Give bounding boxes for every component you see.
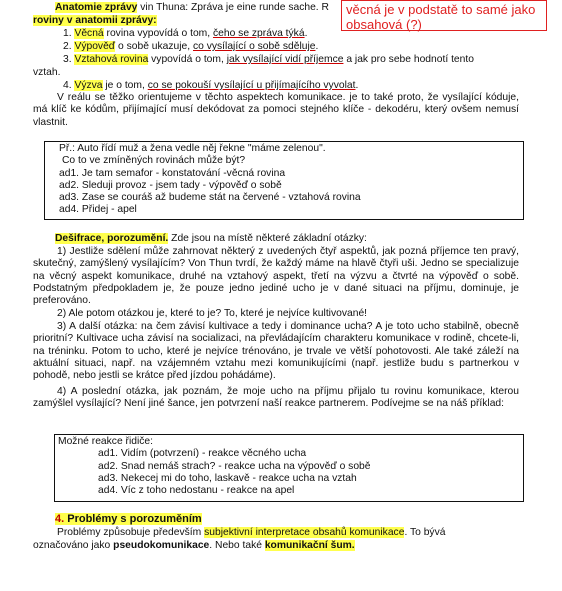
example-line: ad4. Přidej - apel: [59, 204, 137, 216]
reaction-item: ad1. Vidím (potvrzení) - reakce věcného ucha: [98, 448, 307, 460]
reality-paragraph: V reálu se těžko orientujeme v těchto aspektech komunikace. je to také proto, že vysílající kóduje, má klíč ke kódům, přijímající musí dekódovat za pomoci stejného klíče - dekodéru, který ovšem nemusí vlastnit.: [33, 92, 519, 128]
intro-text: vin Thuna: Zpráva je eine runde sache. R: [137, 2, 329, 13]
pseudocommunication-term: pseudokomunikace: [113, 540, 210, 551]
callout-line-2: obsahová (?): [346, 17, 422, 32]
level-number: 4.: [63, 80, 75, 91]
example-line: Co to ve zmíněných rovinách může být?: [62, 155, 246, 167]
example-line: ad1. Je tam semafor - konstatování -věcná rovina: [59, 167, 286, 179]
problems-line-2: [33, 540, 519, 552]
level-number: 2.: [63, 41, 75, 52]
level-underlined: čeho se zpráva týká: [212, 28, 305, 39]
problems-title: Problémy s porozuměním: [64, 513, 202, 525]
level-text: vypovídá o tom,: [148, 54, 227, 65]
level-end: a jak pro sebe hodnotí tento: [343, 54, 474, 65]
level-3-continuation: [33, 67, 519, 79]
callout-line-1: věcná je v podstatě to samé jako: [346, 2, 536, 17]
problems-heading-line: [33, 513, 519, 525]
example-line: ad2. Sleduji provoz - jsem tady - výpověď o sobě: [59, 179, 282, 191]
comment-callout: [341, 0, 547, 31]
level-key: Vztahová rovina: [74, 54, 149, 65]
reaction-item: ad3. Nekecej mi do toho, laskavě - reakce ucha na vztah: [98, 472, 357, 484]
level-underlined: jak vysílající vidí příjemce: [226, 54, 344, 65]
level-underlined: co se pokouší vysílající u přijímajícího vyvolat: [147, 80, 356, 91]
levels-heading: roviny v anatomii zprávy:: [33, 15, 157, 26]
level-end: .: [315, 41, 319, 52]
example-line: Př.: Auto řídí muž a žena vedle něj řekne "máme zelenou".: [59, 143, 326, 154]
decipher-q4: 4) A poslední otázka, jak poznám, že moje ucho na příjmu přijalo tu rovinu komunikace, kterou zamýšlel vysílající? Není jiné šance, jen potvrzení naší reakce partnerem. Podívejme se na náš příklad:: [33, 386, 519, 410]
decipher-q2: 2) Ale potom otázkou je, které to je? To, které je nejvíce kultivované!: [57, 308, 368, 319]
level-number: 1.: [63, 28, 75, 39]
reaction-item: ad2. Snad nemáš strach? - reakce ucha na výpověď o sobě: [98, 460, 371, 472]
decipher-heading-line: [33, 233, 519, 245]
example-box-2: [54, 434, 524, 502]
problems-text: označováno jako: [33, 540, 114, 551]
problems-heading: [55, 513, 202, 525]
problems-text: . Nebo také: [209, 540, 265, 551]
problems-line-1: [33, 527, 519, 539]
level-text: rovina vypovídá o tom,: [103, 28, 213, 39]
section-heading-anatomy: Anatomie zprávy: [55, 2, 138, 13]
level-text: o sobě ukazuje,: [115, 41, 193, 52]
problems-text: Problémy způsobuje především: [57, 527, 205, 538]
level-end: .: [304, 28, 308, 39]
level-key: Výpověď: [74, 41, 116, 52]
level-number: 3.: [63, 54, 75, 65]
decipher-q1: 1) Jestliže sdělení může zahrnovat některý z uvedených čtyř aspektů, jak pozná příjemce ten pravý, skutečný, zamýšlený vysílajícím? Von Thun tvrdí, že každý máme na hlavě čtyři uši. Jedno se specializuje na věcný aspekt komunikace, druhé na vztahový aspekt, třetí na výzvu a čtvrté na výpověď o sobě. Podstatným předpokladem je, že pouze jedno jediné ucho je v dané situaci na příjmu, dominuje, je preferováno.: [33, 246, 519, 307]
problems-text: . To bývá: [404, 527, 446, 538]
noise-term: komunikační šum.: [264, 540, 355, 551]
section-heading-decipher: Dešifrace, porozumění.: [55, 233, 169, 244]
decipher-q3: 3) A další otázka: na čem závisí kultivace a tedy i dominance ucha? A je toto ucho stabilně, obecně prioritní? Kultivace ucha závisí na socializaci, na převládajícím charakteru komunikace v rodině, chcete-li, na tréninku. Potom to ucho, které je nejvíce trénováno, je trvale ve větší pohotovosti. Ale také záleží na aktuální situaci, např. na vzájemném vztahu mezi komunikujícími (např. jestliže budu s partnerkou v pohodě, nebo jestli se krátce před jízdou pohádáme).: [33, 321, 519, 382]
example-line: ad3. Zase se couráš až budeme stát na červené - vztahová rovina: [59, 192, 361, 204]
level-4: [63, 80, 519, 92]
problems-highlight: subjektivní interpretace obsahů komunikace: [204, 527, 405, 538]
reaction-item: ad4. Víc z toho nedostanu - reakce na apel: [98, 485, 295, 497]
problems-number: 4.: [55, 513, 65, 525]
level-3: [63, 54, 519, 66]
example-box-1: [44, 141, 524, 220]
level-end: .: [355, 80, 359, 91]
level-underlined: co vysílající o sobě sděluje: [193, 41, 316, 52]
level-key: Věcná: [74, 28, 104, 39]
decipher-intro: Zde jsou na místě některé základní otázky:: [168, 233, 367, 244]
level-2: [63, 41, 519, 53]
reactions-title: Možné reakce řidiče:: [58, 436, 153, 447]
level-key: Výzva: [74, 80, 103, 91]
level-text: je o tom,: [102, 80, 148, 91]
level-continuation: vztah.: [33, 67, 61, 78]
